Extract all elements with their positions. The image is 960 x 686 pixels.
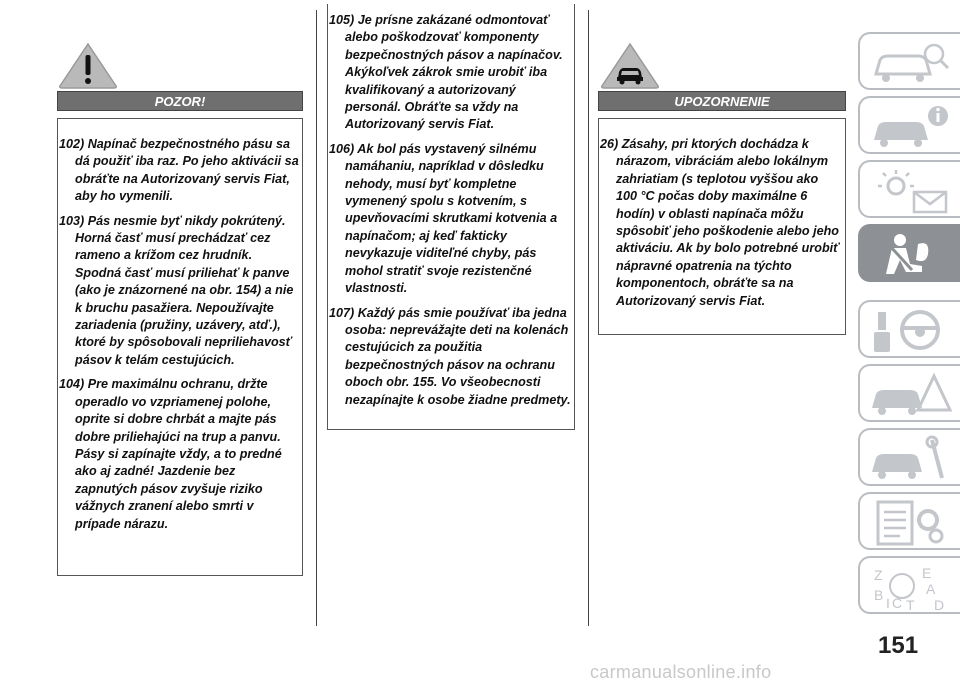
list-item: 103) Pás nesmie byť nikdy pokrútený. Horná časť musí prechádzať cez rameno a krížom cez hrudník. Spodná časť musí priliehať k panve (ako je znázornené na obr. 154) a nie k bruchu pasažiera. Nepoužívajte zariadenia (pružiny, uzávery, atď.), ktoré by spôsobovali nepriliehavosť pásov k telám cestujúcich. <box>59 213 294 367</box>
sidebar-tab-service[interactable] <box>858 428 960 486</box>
sidebar-tab-index[interactable] <box>858 556 960 614</box>
sidebar-tab-safety[interactable] <box>858 224 960 282</box>
sidebar-tab-emergency[interactable] <box>858 364 960 422</box>
list-item: 102) Napínač bezpečnostného pásu sa dá použiť iba raz. Po jeho aktivácii sa obráťte na Autorizovaný servis Fiat, aby ho vymenili. <box>59 137 299 204</box>
car-service-icon <box>866 434 956 484</box>
index-letter: T <box>906 597 915 612</box>
page-number: 151 <box>878 632 919 659</box>
list-item: 26) Zásahy, pri ktorých dochádza k nárazom, vibráciám alebo lokálnym zahriatiam (s teplotou vyššou ako 100 °C počas doby maximálne 6 hodín) v oblasti napínača môžu spôsobiť jeho poškodenie alebo jeho aktiváciu. Ak by bolo potrebné urobiť nápravné opatrenia na týchto komponentoch, obráťte sa na Autorizovaný servis Fiat. <box>600 137 840 308</box>
index-letter: D <box>934 597 945 612</box>
notice-header: UPOZORNENIE <box>598 91 846 111</box>
car-dashboard-icon <box>866 38 956 88</box>
technical-data-icon <box>866 498 956 548</box>
car-breakdown-icon <box>866 370 956 420</box>
warning-lights-icon <box>866 166 956 216</box>
index-letter: Z <box>874 567 883 583</box>
car-warning-icon <box>600 42 660 90</box>
list-item: 105) Je prísne zakázané odmontovať alebo poškodzovať komponenty bezpečnostných pásov a napínačov. Akýkoľvek zákrok smie urobiť iba kvalifikovaný a autorizovaný personál. Obráťte sa vždy na Autorizovaný servis Fiat. <box>329 13 563 132</box>
warning-header: POZOR! <box>57 91 303 111</box>
sidebar-tab-warning-lights[interactable] <box>858 160 960 218</box>
list-item: 107) Každý pás smie používať iba jedna osoba: nepreváž​ajte deti na kolenách cestujúcich za použitia bezpečnostných pásov na ochranu oboch obr. 155. Vo všeobecnosti nezapínajte k osobe žiadne predmety. <box>329 305 571 407</box>
warning-icon <box>58 42 118 90</box>
watermark: carmanualsonline.info <box>590 662 772 682</box>
sidebar-tab-dashboard[interactable] <box>858 32 960 90</box>
index-letter: B <box>874 587 884 603</box>
index-letter: A <box>926 581 936 597</box>
index-letter: I <box>886 595 890 611</box>
sidebar-tab-driving[interactable] <box>858 300 960 358</box>
list-item: 106) Ak bol pás vystavený silnému namáhaniu, napríklad v dôsledku nehody, musí byť kompletne vymenený spolu s kotvením, s upevňovacími skrutkami kotvenia a napínačom; aj keď fakticky nevykazuje viditeľné chyby, pás mohol stratiť svoje rezistenčné vlastnosti. <box>329 141 558 296</box>
warning-continued-list <box>329 12 573 416</box>
warning-list <box>59 136 301 540</box>
seatbelt-airbag-icon <box>866 230 956 280</box>
steering-wheel-icon <box>866 306 956 356</box>
sidebar-tab-car-info[interactable] <box>858 96 960 154</box>
car-info-icon <box>866 102 956 152</box>
index-letter: E <box>922 565 932 581</box>
column-divider <box>316 10 317 626</box>
sidebar-tab-technical-data[interactable] <box>858 492 960 550</box>
index-letters-icon <box>866 562 956 612</box>
column-divider <box>588 10 589 626</box>
index-letter: C <box>892 595 903 611</box>
list-item: 104) Pre maximálnu ochranu, držte operadlo vo vzpriamenej polohe, oprite si dobre chrbát a majte pás dobre priliehajúci na trup a panvu. Pásy si zapínajte vždy, a to predné ako aj zadné! Jazdenie bez zapnutých pásov zvyšuje riziko vážnych zranení alebo smrti v prípade nárazu. <box>59 377 282 531</box>
notice-list <box>600 136 842 317</box>
